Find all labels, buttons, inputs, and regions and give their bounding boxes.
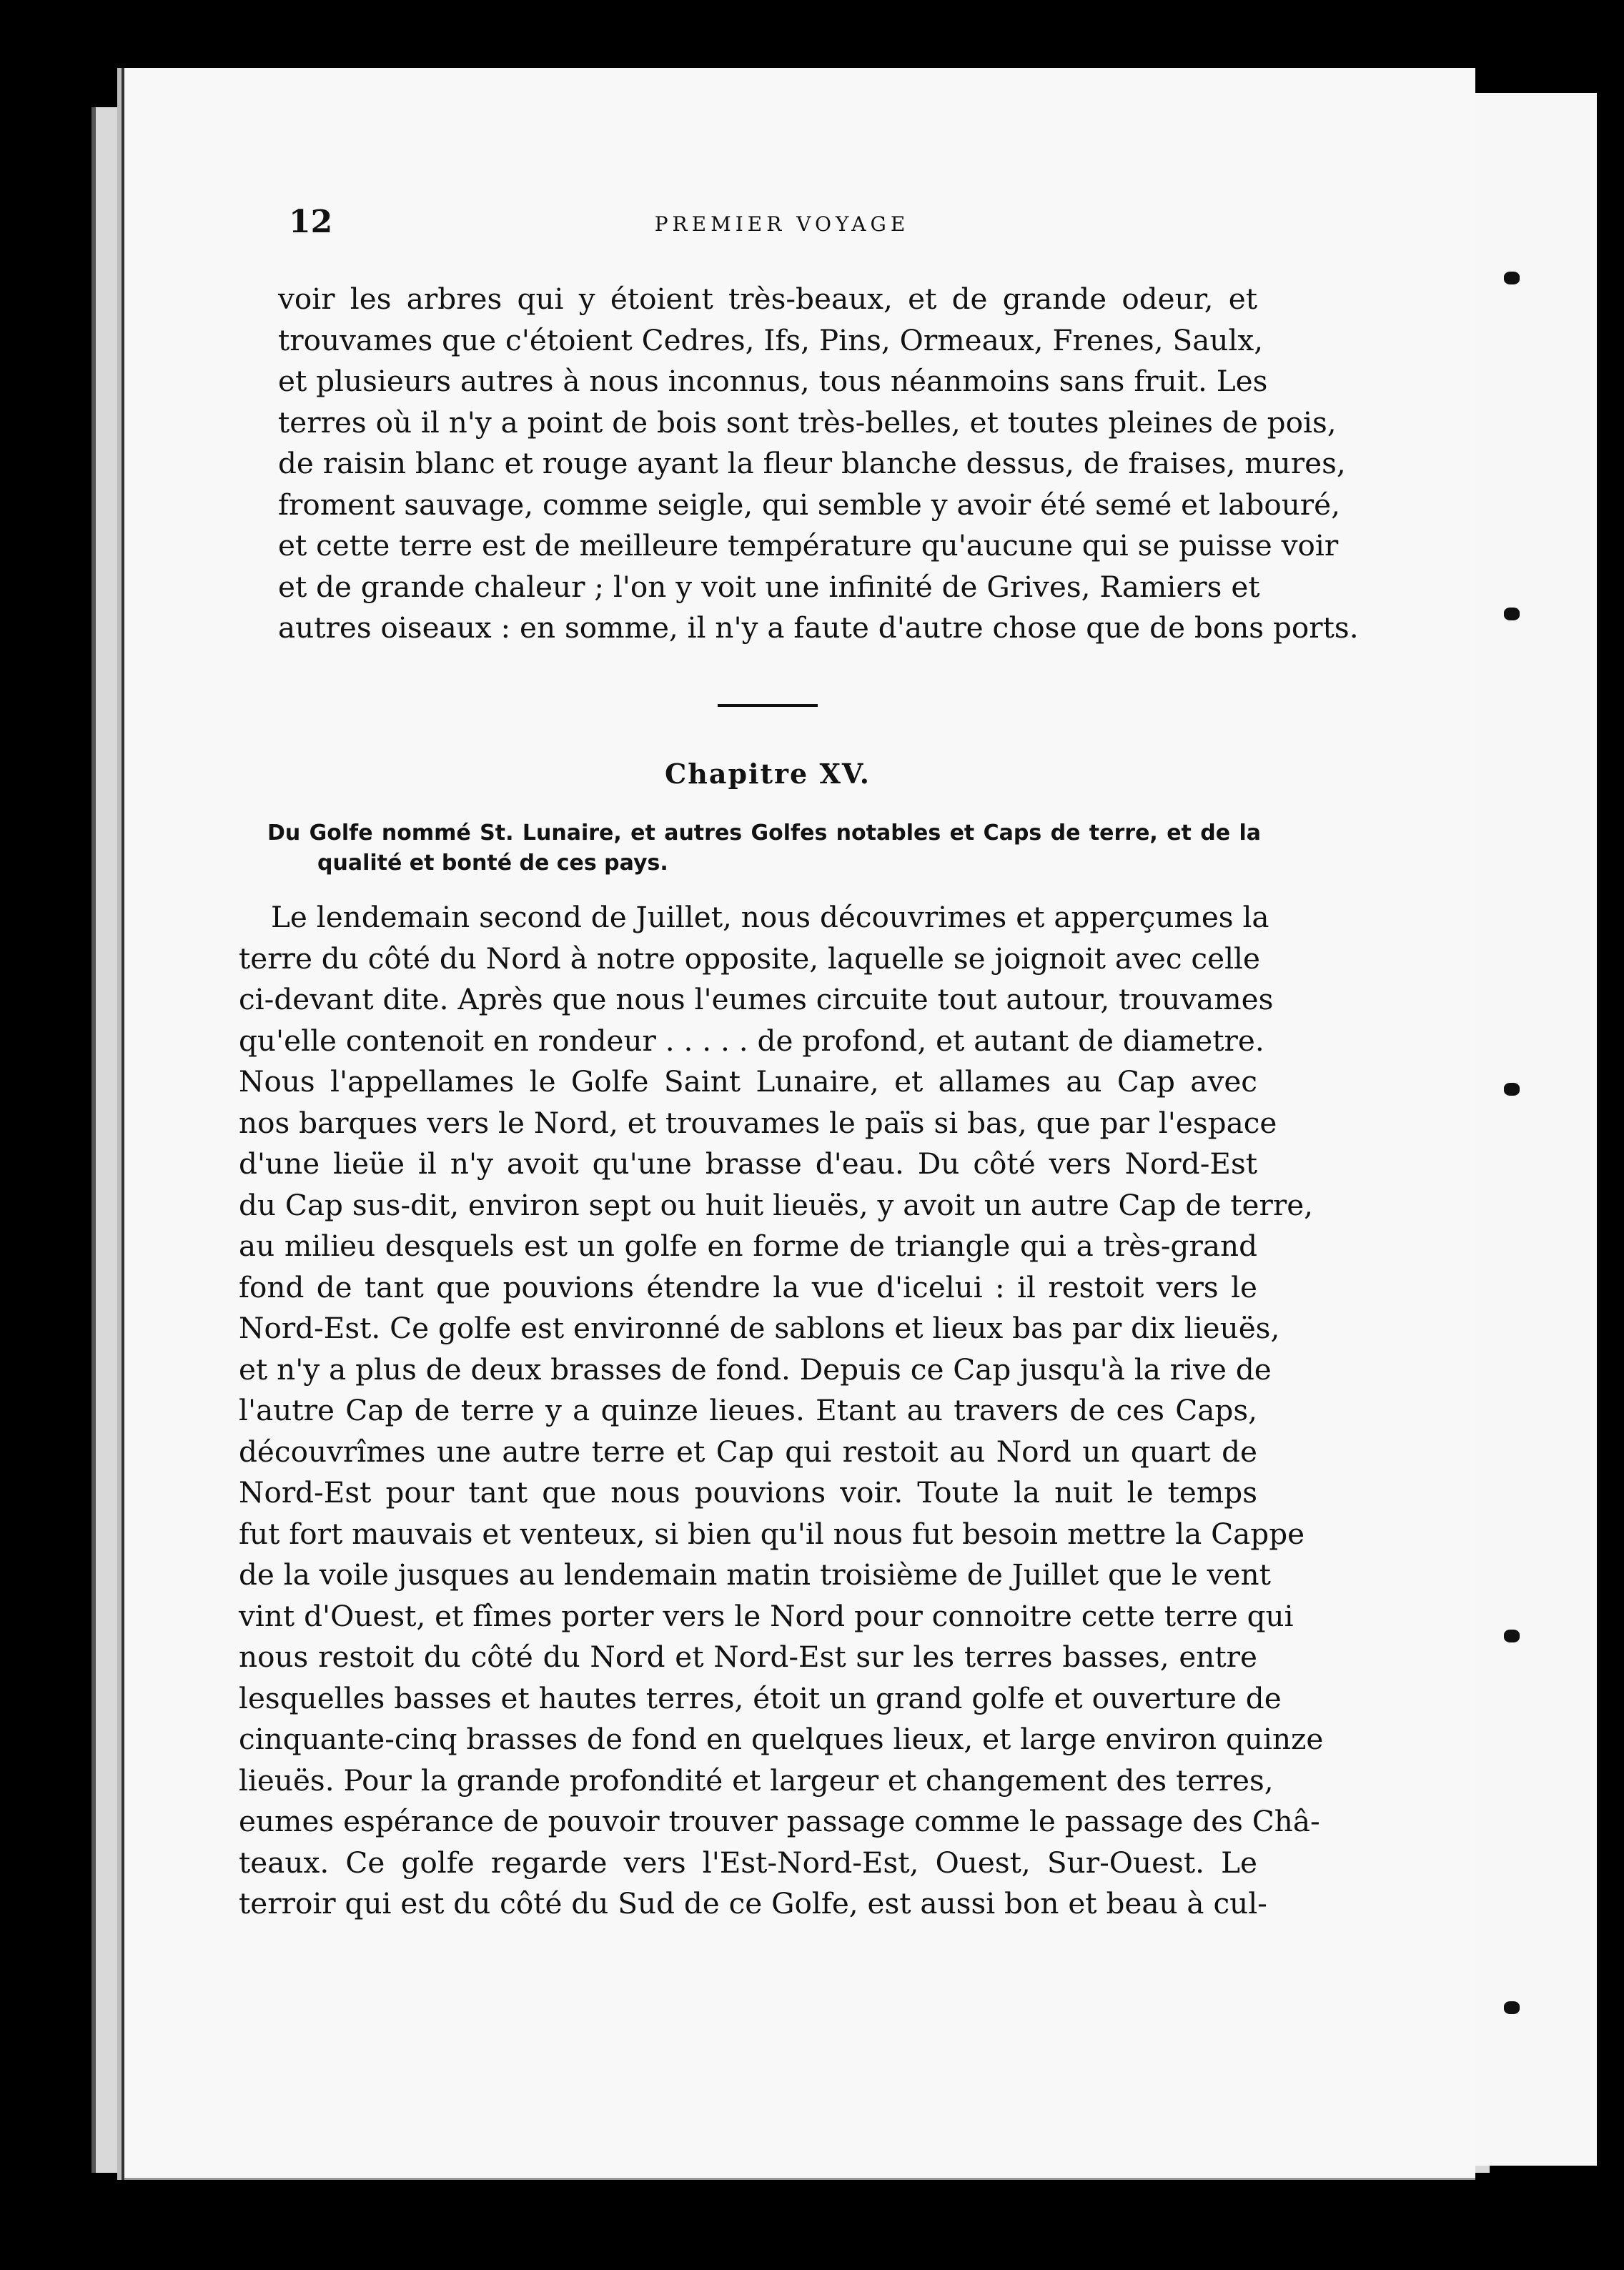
section-divider — [718, 704, 818, 707]
text-line: Le lendemain second de Juillet, nous découvrimes et apperçumes la — [271, 900, 1269, 934]
chapter-title: Chapitre XV. — [664, 758, 871, 790]
text-line: terre du côté du Nord à notre opposite, laquelle se joignoit avec celle — [239, 941, 1260, 976]
page-bottom-edge — [124, 2178, 1475, 2180]
text-line: et cette terre est de meilleure température qu'aucune qui se puisse voir — [278, 528, 1339, 562]
page-number: 12 — [289, 204, 333, 240]
summary-line: Du Golfe nommé St. Lunaire, et autres Golfes notables et Caps de terre, et de la — [267, 821, 1261, 846]
ink-mark — [1504, 2001, 1520, 2014]
text-line: Nord-Est pour tant que nous pouvions voir. Toute la nuit le temps — [239, 1475, 1257, 1510]
text-line: terres où il n'y a point de bois sont très-belles, et toutes pleines de pois, — [278, 405, 1337, 440]
text-line: voir les arbres qui y étoient très-beaux, et de grande odeur, et — [278, 282, 1257, 316]
chapter-paragraph — [239, 897, 1324, 1925]
paragraph-continued — [278, 279, 1359, 649]
text-line: ci-devant dite. Après que nous l'eumes circuite tout autour, trouvames — [239, 982, 1274, 1016]
text-line: qu'elle contenoit en rondeur . . . . . de profond, et autant de diametre. — [239, 1023, 1264, 1058]
text-line: Nord-Est. Ce golfe est environné de sablons et lieux bas par dix lieuës, — [239, 1311, 1280, 1345]
book-page — [122, 68, 1475, 2180]
text-line: de la voile jusques au lendemain matin troisième de Juillet que le vent — [239, 1557, 1271, 1592]
text-line: l'autre Cap de terre y a quinze lieues. Etant au travers de ces Caps, — [239, 1393, 1257, 1427]
running-title: PREMIER VOYAGE — [654, 212, 910, 236]
text-line: au milieu desquels est un golfe en forme de triangle qui a très-grand — [239, 1229, 1257, 1263]
facing-page-edge — [1472, 93, 1597, 2166]
text-line: autres oiseaux : en somme, il n'y a faute d'autre chose que de bons ports. — [278, 610, 1359, 645]
text-line: vint d'Ouest, et fîmes porter vers le Nord pour connoitre cette terre qui — [239, 1598, 1294, 1633]
text-line: trouvames que c'étoient Cedres, Ifs, Pins, Ormeaux, Frenes, Saulx, — [278, 322, 1264, 357]
text-line: fond de tant que pouvions étendre la vue d'icelui : il restoit vers le — [239, 1269, 1257, 1304]
text-line: froment sauvage, comme seigle, qui semble y avoir été semé et labouré, — [278, 487, 1340, 522]
text-line: et de grande chaleur ; l'on y voit une infinité de Grives, Ramiers et — [278, 569, 1260, 604]
text-line: cinquante-cinq brasses de fond en quelques lieux, et large environ quinze — [239, 1722, 1324, 1756]
text-line: terroir qui est du côté du Sud de ce Golfe, est aussi bon et beau à cul- — [239, 1886, 1267, 1920]
text-line: de raisin blanc et rouge ayant la fleur blanche dessus, de fraises, mures, — [278, 446, 1346, 480]
text-line: eumes espérance de pouvoir trouver passage comme le passage des Châ- — [239, 1804, 1320, 1838]
text-line: et n'y a plus de deux brasses de fond. Depuis ce Cap jusqu'à la rive de — [239, 1352, 1272, 1387]
text-line: lesquelles basses et hautes terres, étoit un grand golfe et ouverture de — [239, 1680, 1282, 1715]
chapter-summary — [267, 818, 1261, 878]
text-line: fut fort mauvais et venteux, si bien qu'il nous fut besoin mettre la Cappe — [239, 1516, 1305, 1551]
text-line: d'une lieüe il n'y avoit qu'une brasse d'eau. Du côté vers Nord-Est — [239, 1146, 1257, 1181]
running-head — [289, 204, 1275, 247]
summary-line: qualité et bonté de ces pays. — [317, 851, 668, 876]
text-line: nous restoit du côté du Nord et Nord-Est sur les terres basses, entre — [239, 1640, 1257, 1674]
text-line: lieuës. Pour la grande profondité et largeur et changement des terres, — [239, 1763, 1274, 1798]
ink-mark — [1504, 272, 1520, 284]
ink-mark — [1504, 1083, 1520, 1096]
text-line: Nous l'appellames le Golfe Saint Lunaire, et allames au Cap avec — [239, 1064, 1257, 1099]
text-line: teaux. Ce golfe regarde vers l'Est-Nord-Est, Ouest, Sur-Ouest. Le — [239, 1845, 1257, 1880]
ink-mark — [1504, 1630, 1520, 1642]
text-line: nos barques vers le Nord, et trouvames le païs si bas, que par l'espace — [239, 1105, 1277, 1140]
text-line: du Cap sus-dit, environ sept ou huit lieuës, y avoit un autre Cap de terre, — [239, 1187, 1314, 1222]
text-line: découvrîmes une autre terre et Cap qui restoit au Nord un quart de — [239, 1434, 1257, 1469]
ink-mark — [1504, 608, 1520, 620]
text-line: et plusieurs autres à nous inconnus, tous néanmoins sans fruit. Les — [278, 364, 1268, 398]
